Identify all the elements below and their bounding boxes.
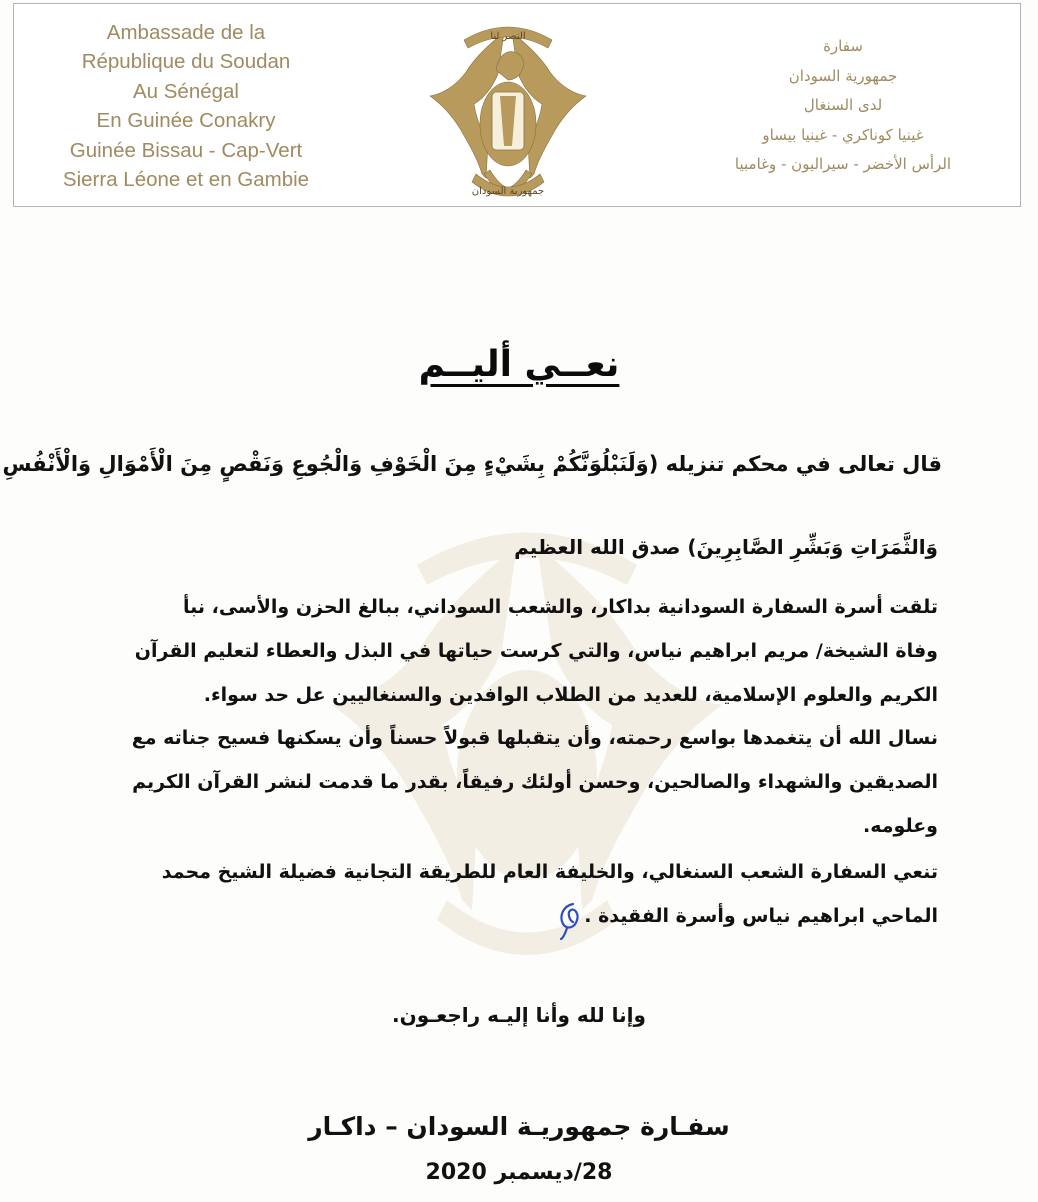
emblem-top-banner: النصر لنا <box>490 31 526 42</box>
letterhead-arabic <box>678 32 1008 180</box>
paragraph-line: نسال الله أن يتغمدها بواسع رحمته، وأن يتقبلها قبولاً حسناً وأن يسكنها فسيح جناته مع <box>131 727 938 749</box>
title-text: نعــي أليــم <box>418 344 620 385</box>
paragraph-line: الصديقين والشهداء والصالحين، وحسن أولئك رفيقاً، بقدر ما قدمت لنشر القرآن الكريم <box>132 771 938 793</box>
handwritten-initial-icon <box>555 898 585 940</box>
letterhead-french <box>36 18 336 194</box>
sudan-emblem-icon <box>426 14 590 206</box>
french-line: Au Sénégal <box>132 79 239 103</box>
arabic-line: الرأس الأخضر - سيراليون - وغامبيا <box>734 155 952 173</box>
closing-phrase: وإنا لله وأنا إليـه راجعـون. <box>392 1003 646 1027</box>
french-line: Ambassade de la <box>106 21 266 44</box>
emblem-bottom-banner: جمهورية السودان <box>471 186 545 197</box>
paragraph-line: تلقت أسرة السفارة السودانية بداكار، والشعب السوداني، ببالغ الحزن والأسى، نبأ <box>182 596 938 618</box>
letterhead <box>13 3 1021 207</box>
french-line: Guinée Bissau - Cap-Vert <box>69 138 303 162</box>
paragraph-line: تنعي السفارة الشعب السنغالي، والخليفة العام للطريقة التجانية فضيلة الشيخ محمد <box>161 861 938 883</box>
body-paragraph-1 <box>90 585 938 717</box>
arabic-line: جمهورية السودان <box>788 66 898 85</box>
french-line: République du Soudan <box>81 50 291 74</box>
page-title <box>0 344 1038 385</box>
paragraph-line: الكريم والعلوم الإسلامية، للعديد من الطلاب الوافدين والسنغاليين عل حد سواء. <box>203 684 938 706</box>
verse-line-1: قال تعالى في محكم تنزيله (وَلَنَبْلُوَنَّكُمْ بِشَيْءٍ مِنَ الْخَوْفِ وَالْجُوعِ وَنَقْصٍ مِنَ الْأَمْوَالِ وَالْأَنْفُسِ <box>2 452 942 476</box>
verse-line-2: وَالثَّمَرَاتِ وَبَشِّرِ الصَّابِرِينَ) صدق الله العظيم <box>514 535 938 559</box>
french-line: Sierra Léone et en Gambie <box>62 168 310 192</box>
sender-signature: سفـارة جمهوريـة السودان – داكـار <box>308 1112 730 1141</box>
letter-date: 28/ديسمبر 2020 <box>425 1160 613 1185</box>
arabic-line: لدى السنغال <box>803 96 883 114</box>
body-paragraph-2 <box>90 716 938 848</box>
paragraph-line: وعلومه. <box>863 815 938 837</box>
body-paragraph-3 <box>90 850 938 938</box>
french-line: En Guinée Conakry <box>96 109 276 133</box>
paragraph-line: الماحي ابراهيم نياس وأسرة الفقيدة . <box>584 905 938 927</box>
paragraph-line: وفاة الشيخة/ مريم ابراهيم نياس، والتي كرست حياتها في البذل والعطاء لتعليم القرآن <box>134 640 938 662</box>
arabic-line: سفارة <box>823 37 863 55</box>
arabic-line: غينيا كوناكري - غينيا بيساو <box>762 125 924 144</box>
